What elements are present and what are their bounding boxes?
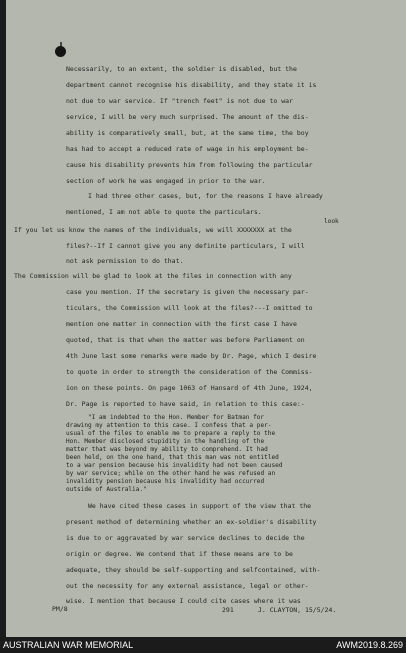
text-line: present method of determining whether an ex-soldier's disability: [66, 518, 317, 526]
text-line: origin or degree. We contend that if these means are to be: [66, 550, 293, 558]
footer-code: PM/8: [52, 605, 68, 613]
quoted-line: by war service; while on the other hand he was refused an: [66, 470, 276, 477]
text-line: out the necessity for any external assistance, legal or other-: [66, 582, 309, 590]
text-line: is due to or aggravated by war service declines to decide the: [66, 534, 305, 542]
text-line: Necessarily, to an extent, the soldier is disabled, but the: [66, 65, 297, 73]
quoted-line: been held, on the one hand, that this man was not entitled: [66, 454, 279, 461]
text-line: adequate, they should be self-supporting and selfcontained, with-: [66, 566, 321, 574]
text-line: has had to accept a reduced rate of wage in his employment be-: [66, 145, 309, 153]
quoted-line: to a war pension because his invalidity had not been caused: [66, 462, 283, 469]
archive-reference: AWM2019.8.269: [336, 640, 403, 650]
quoted-line: "I am indebted to the Hon. Member for Batman for: [88, 414, 265, 421]
text-line: quoted, that is that when the matter was before Parliament on: [66, 336, 305, 344]
text-line: to quote in order to strength the consideration of the Commiss-: [66, 368, 313, 376]
text-line: 4th June last some remarks were made by Dr. Page, which I desire: [66, 352, 317, 360]
handwritten-insertion: look: [324, 218, 339, 225]
text-line: We have cited these cases in support of the view that the: [88, 502, 312, 510]
page-number: 291: [222, 606, 234, 614]
text-line: The Commission will be glad to look at the files in connection with any: [14, 272, 292, 280]
quoted-line: matter that was beyond my ability to comprehend. It had: [66, 446, 268, 453]
text-line: ion on these points. On page 1063 of Hansard of 4th June, 1924,: [66, 384, 313, 392]
text-line: service, I will be very much surprised. The amount of the dis-: [66, 113, 309, 121]
quoted-line: drawing my attention to this case. I confess that a per-: [66, 422, 272, 429]
footer-witness: J. CLAYTON, 15/5/24.: [258, 606, 337, 614]
text-line: I had three other cases, but, for the reasons I have already: [88, 192, 323, 200]
archive-name: AUSTRALIAN WAR MEMORIAL: [3, 640, 134, 650]
text-line: cause his disability prevents him from following the particular: [66, 161, 313, 169]
text-line: mentioned, I am not able to quote the particulars.: [66, 208, 262, 216]
text-line: mention one matter in connection with the first case I have: [66, 320, 297, 328]
text-line: files?--If I cannot give you any definite particulars, I will: [66, 242, 305, 250]
punch-hole: [55, 46, 66, 57]
text-line: department cannot recognise his disability, and they state it is: [66, 81, 317, 89]
text-line: wise. I mention that because I could cite cases where it was: [66, 597, 301, 605]
text-line: If you let us know the names of the individuals, we will XXXXXXX at the: [14, 226, 292, 234]
archive-footer: [0, 637, 406, 653]
text-line: not ask permission to do that.: [66, 257, 184, 265]
quoted-line: Hon. Member disclosed stupidity in the handling of the: [66, 438, 265, 445]
text-line: Dr. Page is reported to have said, in relation to this case:-: [66, 400, 305, 408]
text-line: ability is comparatively small, but, at the same time, the boy: [66, 129, 309, 137]
quoted-line: invalidity pension because his invalidity had occurred: [66, 478, 265, 485]
text-line: case you mention. If the secretary is given the necessary par-: [66, 288, 309, 296]
text-line: not due to war service. If "trench feet" is not due to war: [66, 97, 293, 105]
text-line: ticulars, the Commission will look at the files?---I omitted to: [66, 304, 313, 312]
document-page: [6, 0, 406, 637]
quoted-line: outside of Australia.": [66, 486, 147, 493]
quoted-line: usual of the files to enable me to prepare a reply to the: [66, 430, 276, 437]
text-line: section of work he was engaged in prior to the war.: [66, 177, 266, 185]
